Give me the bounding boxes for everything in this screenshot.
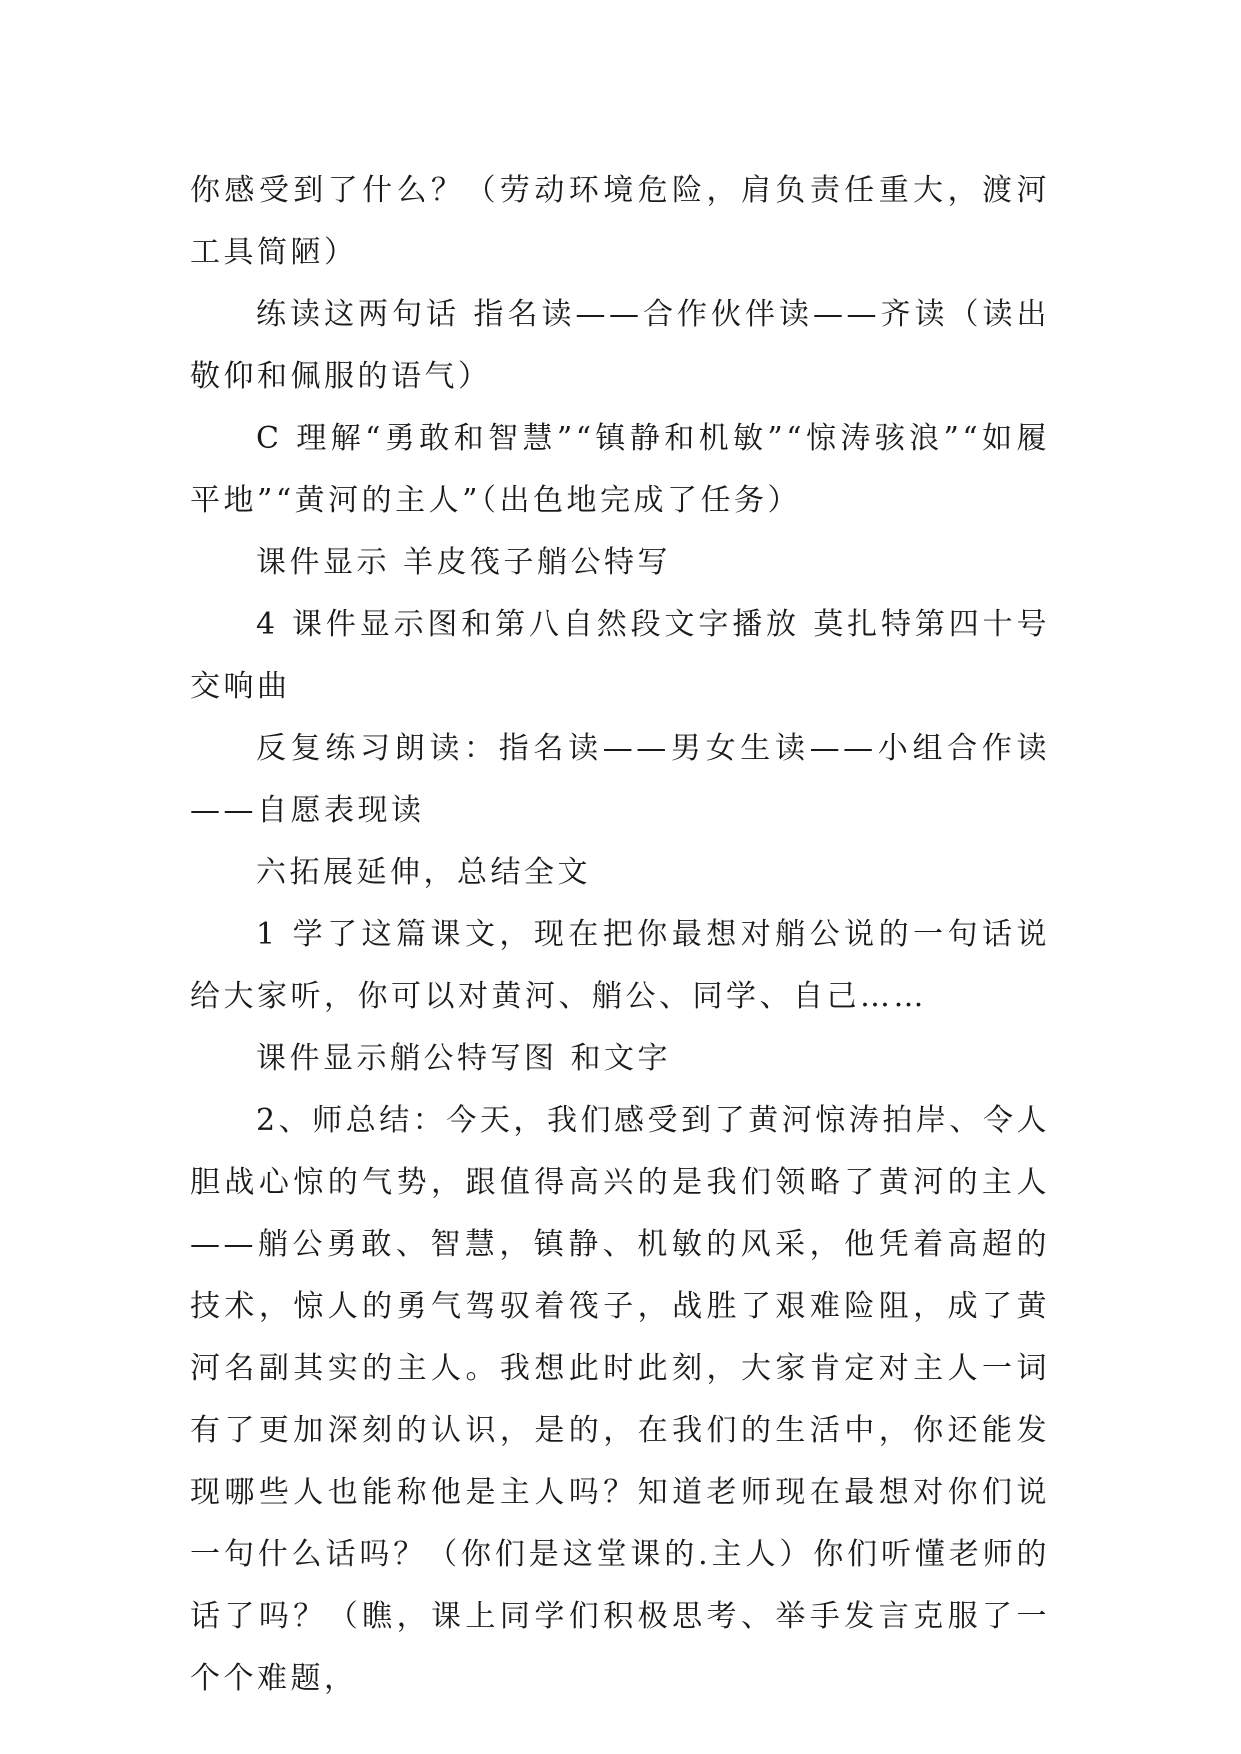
paragraph-6: 反复练习朗读：指名读——男女生读——小组合作读——自愿表现读 (190, 731, 1050, 828)
paragraph-2: 练读这两句话 指名读——合作伙伴读——齐读（读出敬仰和佩服的语气） (190, 297, 1050, 394)
paragraph-8: 1 学了这篇课文，现在把你最想对艄公说的一句话说给大家听，你可以对黄河、艄公、同学、自己…… (190, 917, 1050, 1014)
paragraph-1: 你感受到了什么？（劳动环境危险，肩负责任重大，渡河工具简陋） (190, 173, 1050, 270)
document-body (190, 160, 1050, 1710)
paragraph-7: 六拓展延伸，总结全文 (256, 855, 591, 890)
paragraph-10: 2、师总结：今天，我们感受到了黄河惊涛拍岸、令人胆战心惊的气势，跟值得高兴的是我们领略了黄河的主人——艄公勇敢、智慧，镇静、机敏的风采，他凭着高超的技术，惊人的勇气驾驭着筏子，战胜了艰难险阻，成了黄河名副其实的主人。我想此时此刻，大家肯定对主人一词有了更加深刻的认识，是的，在我们的生活中，你还能发现哪些人也能称他是主人吗？知道老师现在最想对你们说一句什么话吗？（你们是这堂课的.主人）你们听懂老师的话了吗？（瞧，课上同学们积极思考、举手发言克服了一个个难题， (190, 1103, 1050, 1696)
paragraph-3: C 理解“勇敢和智慧”“镇静和机敏”“惊涛骇浪”“如履平地”“黄河的主人”（出色地完成了任务） (190, 421, 1050, 518)
paragraph-5: 4 课件显示图和第八自然段文字播放 莫扎特第四十号交响曲 (190, 607, 1050, 704)
paragraph-9: 课件显示艄公特写图 和文字 (256, 1041, 672, 1076)
paragraph-4: 课件显示 羊皮筏子艄公特写 (256, 545, 672, 580)
